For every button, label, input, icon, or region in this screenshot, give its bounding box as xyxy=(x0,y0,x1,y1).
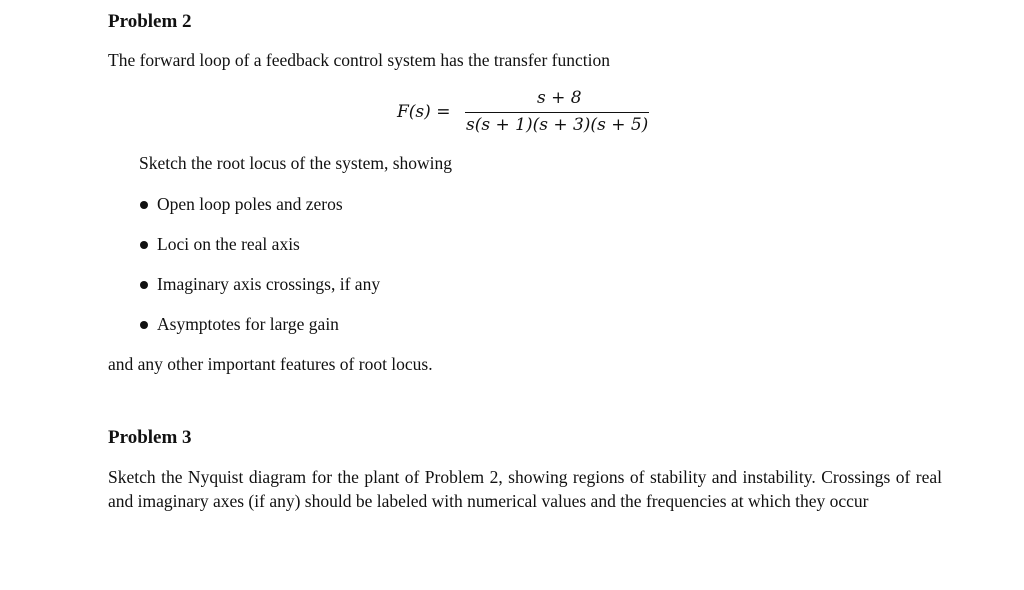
bullet-icon xyxy=(140,281,148,289)
problem-2-closing: and any other important features of root locus. xyxy=(108,354,433,374)
problem-3-heading: Problem 3 xyxy=(108,427,192,448)
equation-lhs: F(s) = xyxy=(397,102,451,122)
list-item-label: Open loop poles and zeros xyxy=(157,194,343,214)
problem-2-heading: Problem 2 xyxy=(108,11,192,32)
equation-numerator: s + 8 xyxy=(537,88,582,108)
problem-2-instruction: Sketch the root locus of the system, showing xyxy=(139,153,453,173)
problem-2-intro: The forward loop of a feedback control system has the transfer function xyxy=(108,50,610,70)
list-item-label: Loci on the real axis xyxy=(157,234,300,254)
bullet-icon xyxy=(140,201,148,209)
equation-denominator: s(s + 1)(s + 3)(s + 5) xyxy=(466,115,649,135)
list-item-label: Imaginary axis crossings, if any xyxy=(157,274,381,294)
problem-3-body: Sketch the Nyquist diagram for the plant of Problem 2, showing regions of stability and instability. Crossings of real and imaginary axes (if any) should be labeled with numerical values and the frequencies at which they occur xyxy=(108,467,942,511)
fraction-bar xyxy=(465,112,649,113)
bullet-icon xyxy=(140,241,148,249)
list-item-label: Asymptotes for large gain xyxy=(157,314,339,334)
bullet-icon xyxy=(140,321,148,329)
